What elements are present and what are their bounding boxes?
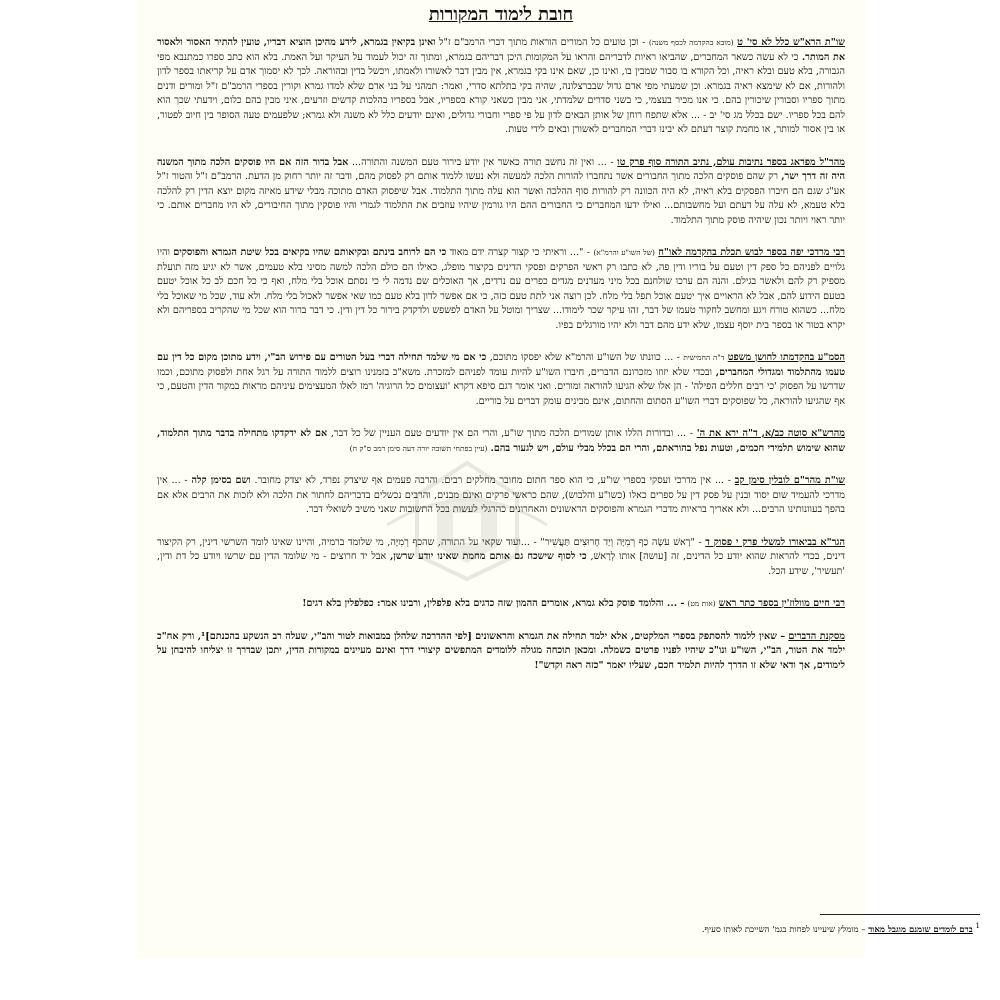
footnote-emphasis: ברם לומדים שזמנם מוגבל מאוד [868, 924, 973, 935]
section-lead-text: – שאין ללמוד להסתפק בספרי המלקטים, אלא ילמד תחילה את הגמרא והראשונים [475, 630, 786, 642]
section-source-heading: מהר"ל מפראג בספר נתיבות עולם, נתיב התורה סוף פרק טו [617, 156, 845, 168]
section-body-text: - ... אין מדרכי להעמיד שום יסוד ובנין על פסק דין על ספרים כאלו (כשו"ע והלבוש), שהם כראשי פרקים ואינם מבנים, והרבים נכשלים בדבריהם לחתור את הלכה ולא לזכות את הרבים אלא אם בהפך בעוונותינו הרבים... ולא אאריך בראיות מדברי הגמרא והפוסקים הראשונים והאחרונים כהרגלי לעשות בכל התשובות שאני משיב לשואלי דבר. [157, 475, 845, 515]
section-body-text: (עיין בפתחי תשובה יורה דעה סימן רמב ס"ק ח) [349, 443, 488, 453]
section-source-note: (מובא בהקדמה לכסף משנה) [648, 38, 734, 47]
section-source-note: (אות מט) [687, 599, 716, 608]
footnote-divider [820, 914, 980, 915]
section-lead-text: - "... וראיתי כי קצור קצרה ידם מאוד [449, 247, 591, 258]
section-body-text: רק שהם פוסקים הלכה מתוך החבורים אשר נתחברו להורות הלכה למעשה ולא נעשו ללמוד אותם רק לפסוק מהם, ודבר זה יותר רחוק מן הדעת. הרמב"ם ז"ל והטור ז"ל אע"ג שגם הם חיברו הפסקים בלא ראיה, לא היה הכוונה רק להורות סוף ההלכה ואשר הוא עלה מתוך התלמוד. אבל שיפסוק האדם מתוכה מבלי שידע מאיזה מקום יוצא הדין רק להלכה בלא טעמא, לא עלה על דעתם ועל מחשבותם... ואילו ידעו המחברים כי החבורים ההם היו גורמין שיהיו עוזבים את התלמוד לגמרי והיו פוסקין מתוך החיבורים, לא היו מחברים אותם. כי יותר ראוי ויותר נכון שיהיה פוסק מתוך התלמוד. [157, 171, 845, 226]
section-emphasis-text: כי הם לרוחב בינתם ובקיאותם שהיו בקיאים בכל שיטת הגמרא והפוסקים [173, 247, 447, 258]
section-emphasis-text: כי אם מי שלמד תחילה דברי בעל הטורים עם פירוש הב"י, וידע מתוכן מקום כל דין עם טעמו מהתלמוד ומגדולי המחברים, [157, 352, 845, 378]
section-lead-text: - "רָאשׁ עֹשֶׂה כַף רְמִיָּה וְיַד חָרוּצִים תַּעֲשִׁיר" - ...ועוד שקאי על התורה, שהכף רְמִיָּה, מי שלומד ברמיה, והיינו שאינו לומד השרשי דינין, רק הקיצור דינים, בכדי להראות שהוא יודע כל הדינים, זה [עושה] אותו לְרָאשׁ, [157, 536, 845, 562]
section-body-text: כי לא עשה כשאר המחברים, שהביאו ראיות לדבריהם והראו על המקומות היכן דבריהם בגמרא, ומתוך זה יכול לעמוד על העיקר ועל האמת. בלא הוא כתב ספרו כמתנבא מפי הגבורה, בלא טעם ובלא ראיה, וכל הקורא בו סבור שמבין בו, ואינו כן, שאם אינו בקי בגמרא, אין מבין דבר לאשורו ולאמתו, ויכשל בדין ובהוראה. לכך לא יסמוך אדם על קריאתו בספר לדון ולהורות, אם לא שימצא ראיה בגמרא. וכן שמעתי מפי אדם גדול שבברצלונה, שהיה בקי בתלתא סדרי, ואמר: תמהני על בני אדם שלא למדו גמרא וקורין בספרי הרמב"ם ז"ל ומורים ודנים מתוך ספריו וסבורין שיכורין בהם. כי אנו מכיר בעצמי, כי בשני סדרים שלמדתי, אני מבין כשאני קורא בספריו, אבל בספריו בהלכות קדשים וזרעים, איני מבין בהם כלום, וידעתי שכך הוא להם בכל ספריו. ישם בכלל מג סי' יב - ... אלא שתפח רוחן של אותן הבאים לדון על פי ספרי וחבורי גדולים, ואינם יודעים כלל לא משנה ולא גמרא; שלפעמים טעה הסופר בין חיוב לפטור, או בין אסור למותר, או מחמת קוצר דעתם לא יבינו דברי המחברים לאשורן ובאים לידי טעות. [157, 51, 845, 135]
footnote-marker: 1 [975, 921, 980, 930]
section-source-heading: רבי חיים מוולוז'ין בספר כתר ראש [718, 598, 845, 609]
section-levush [157, 246, 845, 333]
footnote-text: – מומלץ שיעיינו לפחות בגמ' השייכת לאותו סעיף. [701, 924, 866, 935]
section-source-heading: הגר"א בביאורו למשלי פרק י פסוק ד [705, 536, 845, 548]
section-lead-text: - ... אין מדרכי ועסקי בספרי שו"ע, כי הוא ספר חתום מחובר מחלקים רבים. והרבה פעמים אף שיצדק נפרד, לא יצדק מחובר. [254, 475, 731, 486]
section-volozhin [157, 597, 845, 612]
watermark-emblem [367, 455, 567, 585]
section-body-text: והיו גלויים לפניהם כל ספק דין וטעם על בוריו ודין פה, לא כתבו רק ראשי הפרקים ופסקי הדינים בקיצור מופלג, כאילו הם כולם הלכה למשה מסיני בלא טעמים, אשר לא יגיע מזה תועלת מספיק רק להם ולאשר בגילם. והנה הם ערכו שולחנם בכל מיני מעדנים מגדים כפרים עם נרדים, אך האוכלים שם נדמה לי כי נסתם אוכל בלי מלח, ואף כי כל חכם לב כל אוכל יטעם בטעם הידוע להם, אבל לא הראויים איך יטעם אוכל תפל בלי מלח. לכן רוצה אני לתת טעם כזה, כי אם אפשר לדון בלא טעם כמו שאי אפשר לאכול בלי מלח. ולא עוד, שכל מי שאוכל בלי מלח... כשהוא טורח ויגע ומחשב לחקור טעמו של דבר, זהו עיקר שכר לימודו... שצריך ומוטל על האדם לפשפש ולדקדק בירור כל דין ודין. כי דבר ברור הוא שכל מי שהקריב בספריהם ולא יקרא בטור או בספר בית יוסף עצמו, שלא ידע מהם דבר ולא יהיו מורגלים בפיו. [157, 247, 845, 331]
section-lead-text: - ... והלומד פוסק בלא גמרא, אומרים ההמון שזה כדגים בלא פלפלין, ורבינו אמר: כפלפלין בלא דגים! [302, 598, 685, 609]
section-body-text: אבל יד חרוצים - מי שלומד הדין עם שרשו ויודע כל דת ודין, 'תעשיר', שידע הכל. [157, 551, 845, 577]
section-rosh [157, 36, 845, 138]
section-body-text: ובכדי שלא יזוזו מזכרונם הדברים, חיברו השו"ע להיות עומד לפניהם למזכרת. משא"כ בזמנינו רוצים ללמוד התורה על רגל אחת ולפסוק מתוכם, וכמו שדרשו על הפסוק 'כי רבים חללים הפילה' - הן אלו שלא הגיעו להוראה ומורים. ואני אומר דגם סיפא דקרא 'ועצומים כל הרוגיה' רמז לאלו המעצימים עיניהם מראות במקור הדין והטעם, כי אף שהגיעו להוראה, כל שפוסקים דברי השו"ע הסתום והחתום, אינם מבינים עומק דברים על בוריים. [157, 366, 845, 407]
section-lead-text: - ... כוונתו של השו"ע והרמ"א שלא יפסקו מתוכם, [489, 352, 680, 363]
section-lead-text: - ... ואין זה נחשב תורה כאשר אין יודע בירור טעם המשנה והתורה... [351, 156, 614, 168]
section-maharsha [157, 427, 845, 456]
section-source-heading: מסקנת הדברים [788, 630, 845, 642]
footnote [292, 920, 980, 936]
section-conclusion [157, 630, 845, 674]
section-maharal [157, 156, 845, 229]
section-source-heading: רבי מרדכי יפה בספר לבוש תכלת בהקדמה לאו"ח [658, 247, 845, 258]
page-title: חובת לימוד המקורות [428, 4, 574, 25]
section-lead-text: - ... ובדורות הללו אותן שמורים הלכה מתוך שו"ע, והרי הם אין יודעים טעם העניין של כל דבר, [330, 428, 693, 439]
section-source-heading: שו"ת מהר"ם לובלין סימן קב [734, 475, 845, 486]
section-source-note: (של השו"ע והרמ"א) [593, 248, 655, 257]
section-sma [157, 351, 845, 409]
section-emphasis-text: אבל בדור הזה אם היו פוסקים הלכה מתוך המשנה היה זה דרך ישר, [157, 156, 845, 182]
section-source-heading: הסמ"ע בהקדמתו לחושן משפט [727, 352, 845, 363]
section-emphasis-text: ואינן בקיאין בגמרא, לידע מהיכן הוציא דבריו, טועין להתיר האסור ולאסור את המותר. [157, 37, 845, 63]
section-lead-text: - וכן טועים כל המורים הוראות מתוך דברי הרמב"ם ז"ל [439, 37, 646, 48]
section-emphasis-text: כי לסוף שישכח גם אותם מחמת שאינו יודע שרשן, [390, 551, 587, 562]
section-body-text: [לפי ההדרכה שלהלן במבואות לטור והב"י, שעלה רב הנשקע בהכנתם]¹, ורק אח"כ ילמד את הטור, הב"י, השו"ע ונו"כ שיהיו לפניו פרטים כשמלה. ומכאן תוכחה מגולה ללומדים המתפשים קיצורי דרך ואינם מעיינים במקורות הדין, יתכן שבדרך זו יצליחו להיבחן על לימודים, אך ודאי שלא זו הדרך להיות תלמיד חכם, שעליו יאמר "כזה ראה וקדש"! [157, 630, 845, 671]
section-source-heading: מהרש"א סוטה כב/א, ד"ה ירא את ה' [696, 428, 845, 439]
section-source-heading: שו"ת הרא"ש כלל לא סי' ט [737, 37, 845, 48]
section-emphasis-text: ושם בסימן קלה [191, 475, 251, 486]
section-source-note: ד"ה החמישית [683, 353, 725, 362]
section-emphasis-text: אם לא ידקדקו מתחילה בדבר מתוך התלמוד, שהוא שימוש תלמידי חכמים, וטעות נפל בהוראתם, והרי הם בכלל מבלי עולם, ויש לגעור בהם. [157, 428, 845, 454]
document-page [137, 0, 865, 958]
